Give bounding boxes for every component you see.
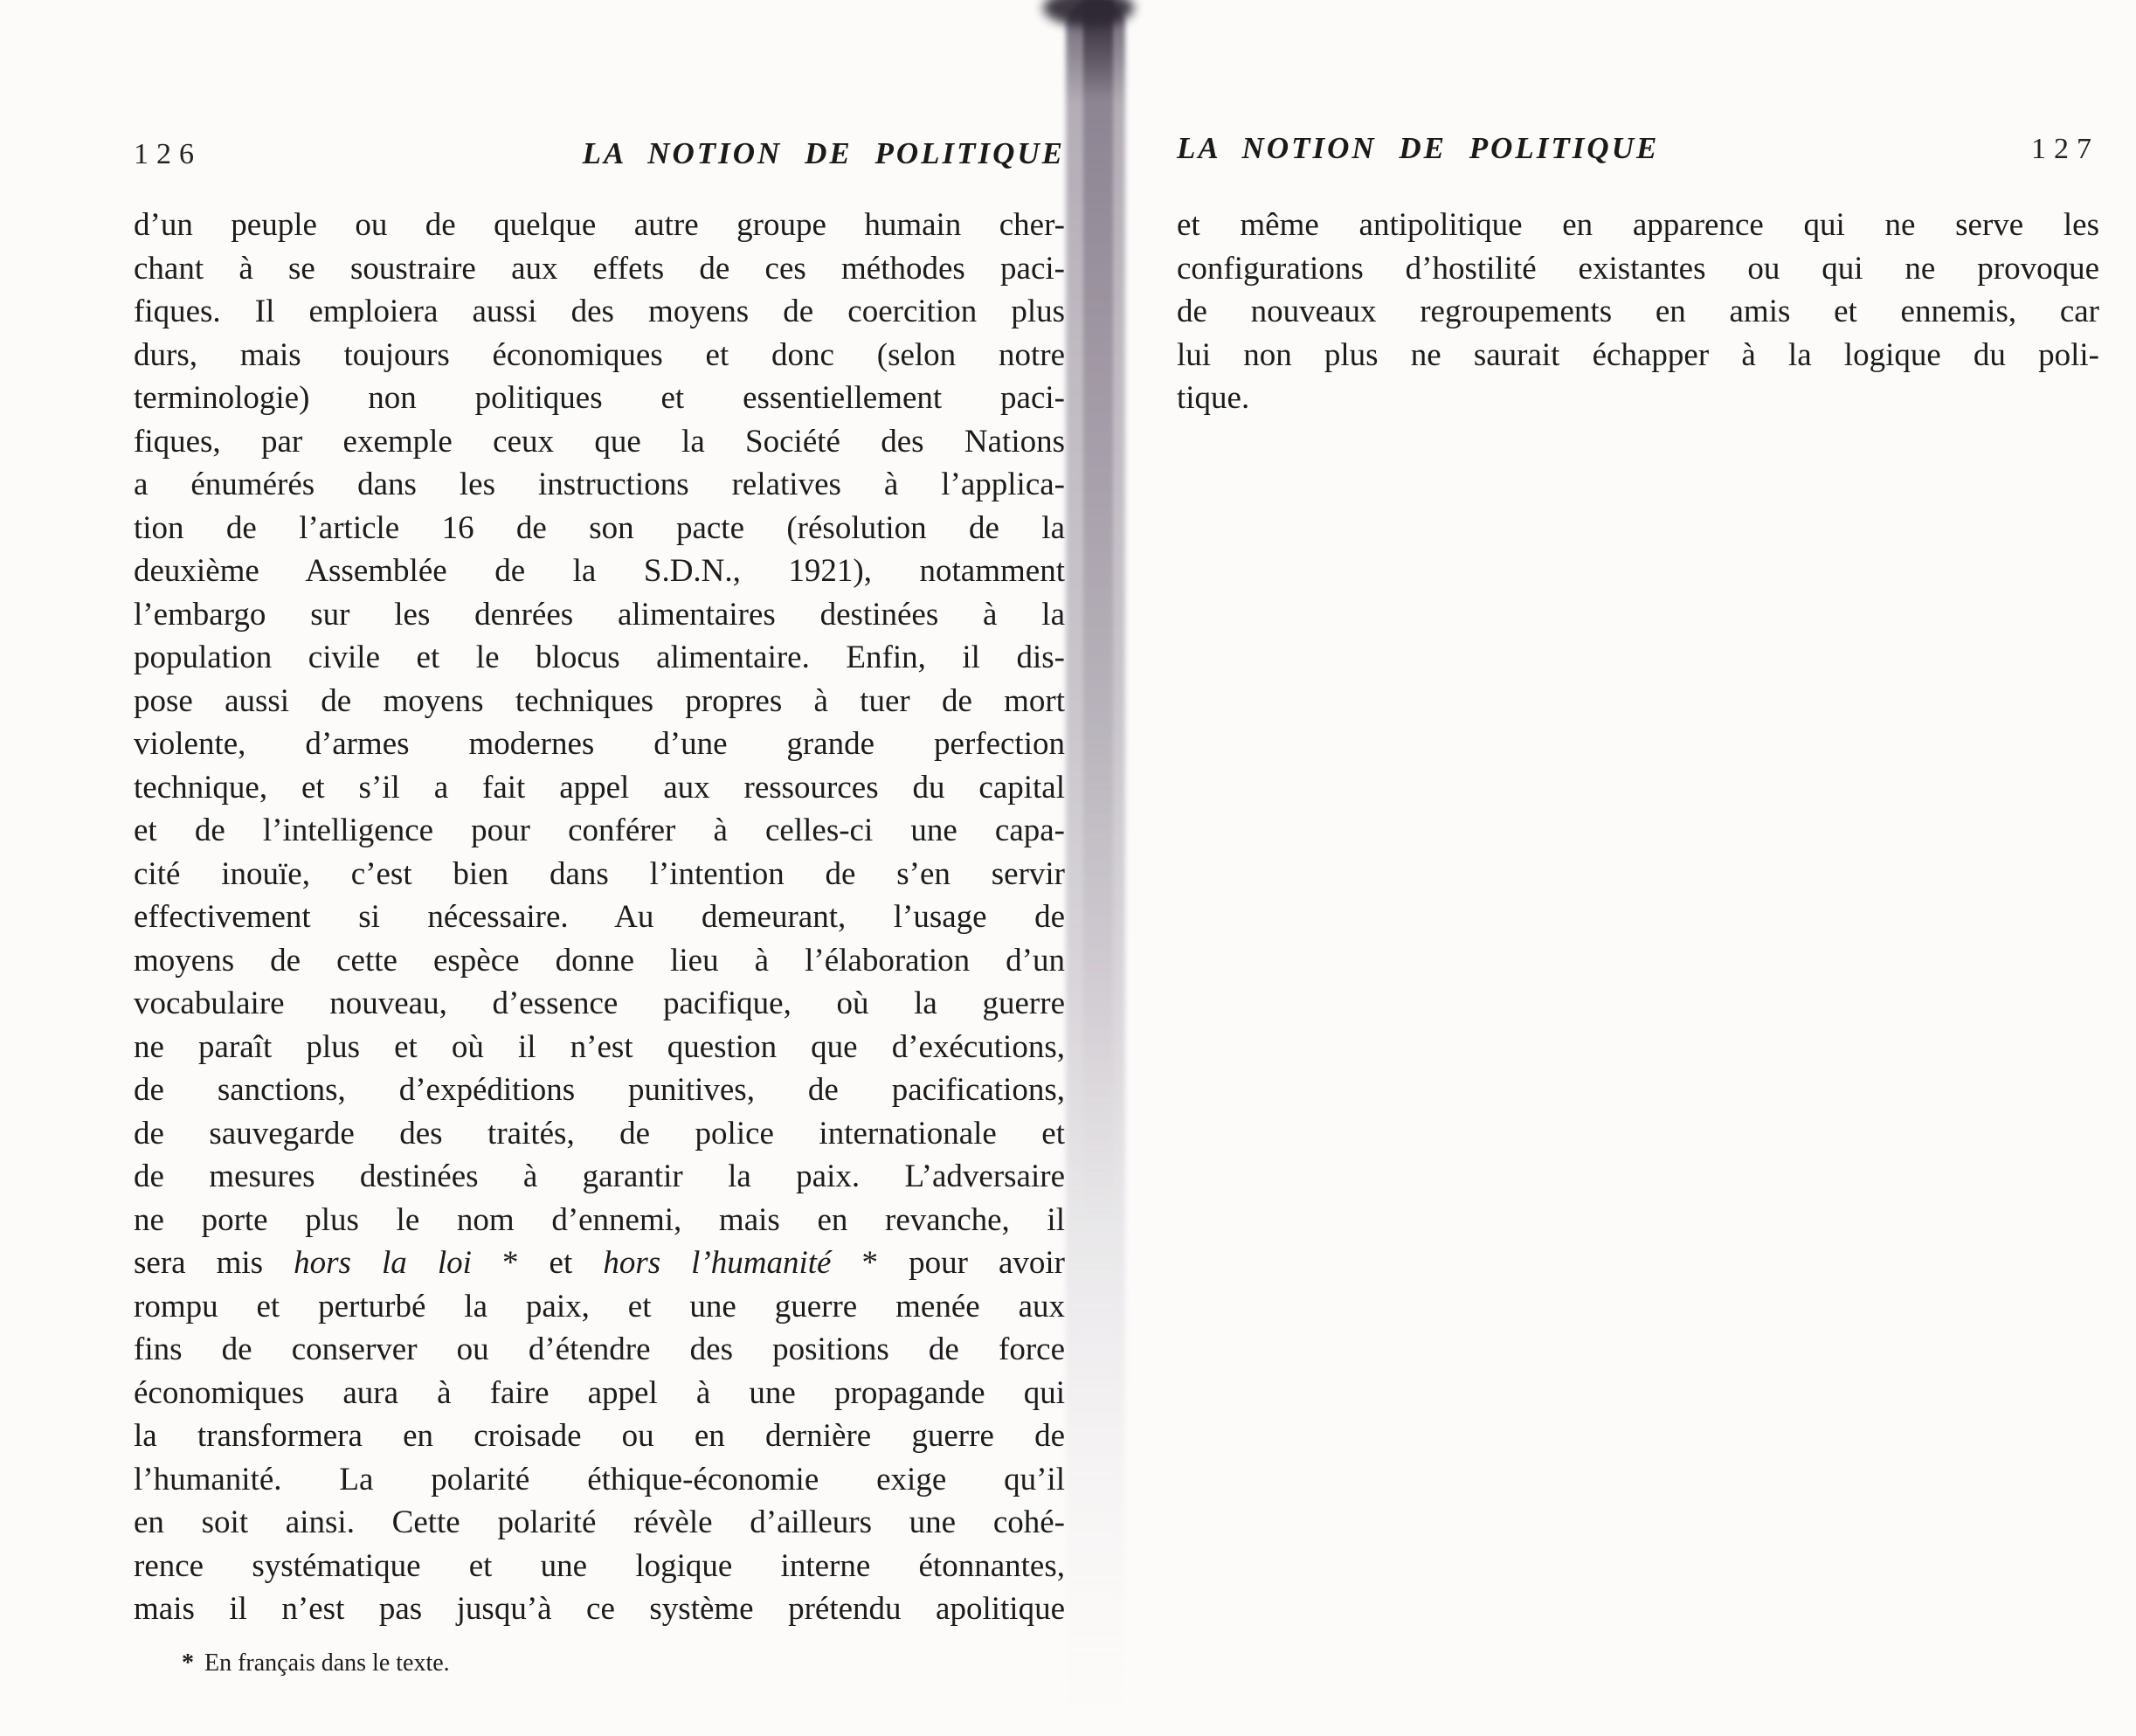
gutter-shadow-core	[1083, 0, 1113, 1223]
text-line: technique, et s’il a fait appel aux ressources du capital	[134, 769, 1065, 806]
text-line: lui non plus ne saurait échapper à la logique du poli-	[1177, 336, 2099, 373]
text-line: la transformera en croisade ou en dernière guerre de	[134, 1418, 1065, 1454]
left-running-head	[134, 136, 1065, 171]
text-line: violente, d’armes modernes d’une grande perfection	[134, 726, 1065, 762]
text-line: et même antipolitique en apparence qui ne serve les	[1177, 207, 2099, 243]
text-line: tique.	[1177, 380, 1250, 416]
text-line: et de l’intelligence pour conférer à celles-ci une capa-	[134, 813, 1065, 848]
text-line: mais il n’est pas jusqu’à ce système prétendu apolitique	[134, 1591, 1065, 1627]
text-line: a énumérés dans les instructions relatives à l’applica-	[134, 467, 1065, 502]
text-line: de sauvegarde des traités, de police internationale et	[134, 1115, 1065, 1152]
right-page-number: 127	[2031, 133, 2099, 165]
text-line: chant à se soustraire aux effets de ces méthodes paci-	[134, 250, 1065, 287]
left-page-body	[134, 204, 1065, 1631]
text-line: pose aussi de moyens techniques propres à tuer de mort	[134, 682, 1065, 719]
text-line: deuxième Assemblée de la S.D.N., 1921), notamment	[134, 553, 1065, 589]
text-line: d’un peuple ou de quelque autre groupe humain cher-	[134, 207, 1065, 243]
text-line: ne porte plus le nom d’ennemi, mais en revanche, il	[134, 1201, 1065, 1238]
text-line: de sanctions, d’expéditions punitives, de pacifications,	[134, 1072, 1065, 1108]
text-line: l’humanité. La polarité éthique-économie exige qu’il	[134, 1461, 1065, 1497]
text-line: de mesures destinées à garantir la paix. L’adversaire	[134, 1158, 1065, 1194]
text-line: fins de conserver ou d’étendre des positions de force	[134, 1331, 1065, 1367]
left-running-title: LA NOTION DE POLITIQUE	[582, 136, 1065, 170]
right-running-head	[1177, 131, 2099, 166]
text-line: de nouveaux regroupements en amis et ennemis, car	[1177, 294, 2099, 329]
text-line: population civile et le blocus alimentaire. Enfin, il dis-	[134, 640, 1065, 675]
italic-phrase: hors la loi	[294, 1245, 472, 1281]
text-line: ne paraît plus et où il n’est question que d’exécutions,	[134, 1028, 1065, 1065]
text-line: durs, mais toujours économiques et donc (selon notre	[134, 336, 1065, 373]
text-line: cité inouïe, c’est bien dans l’intention de s’en servir	[134, 855, 1065, 892]
text-line: fiques, par exemple ceux que la Société des Nations	[134, 423, 1065, 460]
text-line: vocabulaire nouveau, d’essence pacifique, où la guerre	[134, 986, 1065, 1021]
text-line: rence systématique et une logique interne étonnantes,	[134, 1547, 1065, 1584]
text-line: fiques. Il emploiera aussi des moyens de coercition plus	[134, 294, 1065, 329]
text-line: terminologie) non politiques et essentiellement paci-	[134, 380, 1065, 416]
right-running-title: LA NOTION DE POLITIQUE	[1177, 131, 1660, 165]
italic-phrase: hors l’humanité	[603, 1245, 832, 1281]
left-page-number: 126	[134, 138, 202, 170]
text-line: l’embargo sur les denrées alimentaires destinées à la	[134, 596, 1065, 633]
text-line: tion de l’article 16 de son pacte (résolution de la	[134, 509, 1065, 546]
footnote	[182, 1650, 450, 1677]
right-page-body	[1177, 204, 2099, 420]
text-line: rompu et perturbé la paix, et une guerre menée aux	[134, 1288, 1065, 1324]
text-line: en soit ainsi. Cette polarité révèle d’ailleurs une cohé-	[134, 1504, 1065, 1540]
footnote-marker: *	[182, 1650, 194, 1677]
text-line: configurations d’hostilité existantes ou qui ne provoque	[1177, 250, 2099, 287]
footnote-text: En français dans le texte.	[204, 1650, 450, 1677]
text-line: moyens de cette espèce donne lieu à l’élaboration d’un	[134, 942, 1065, 979]
text-line: effectivement si nécessaire. Au demeurant, l’usage de	[134, 899, 1065, 935]
text-line: économiques aura à faire appel à une propagande qui	[134, 1374, 1065, 1411]
text-line: sera mis hors la loi * et hors l’humanité * pour avoir	[134, 1245, 1066, 1281]
